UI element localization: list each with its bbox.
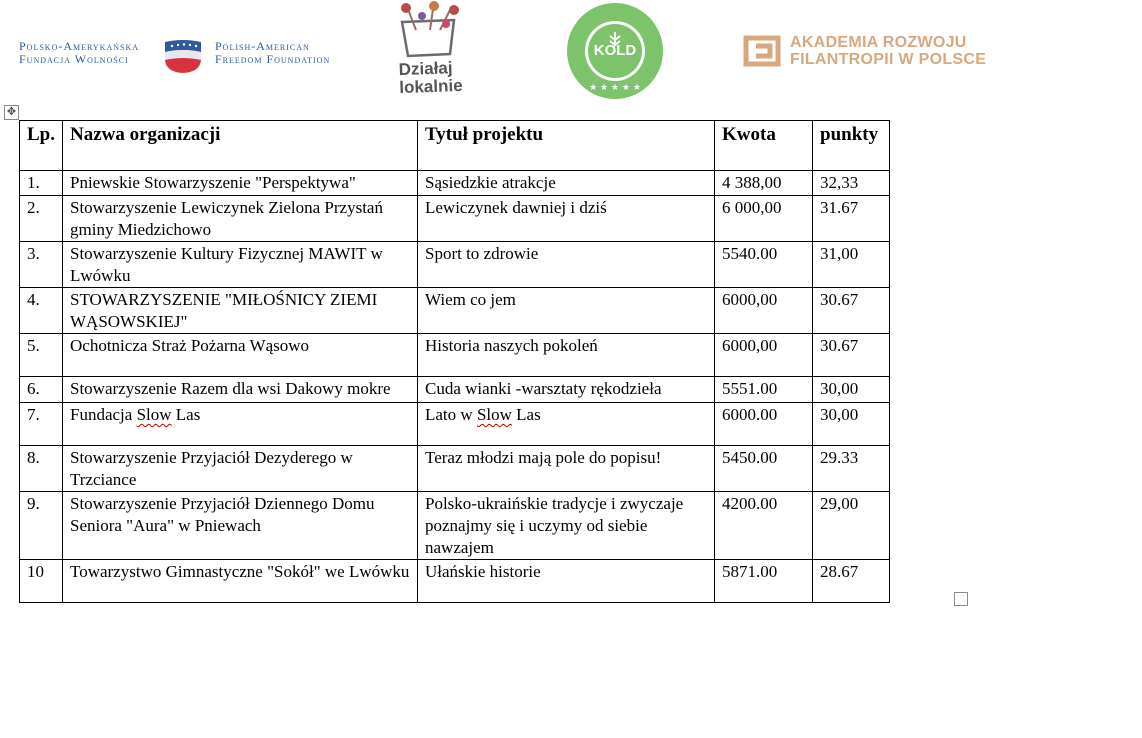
table-row: [20, 403, 890, 446]
cell-amount[interactable]: 6 000,00: [715, 196, 813, 242]
cell-amount[interactable]: 4200.00: [715, 492, 813, 560]
table-header-row: [20, 121, 890, 171]
table-row: [20, 288, 890, 334]
pafw-pl-line1: Polsko-Amerykańska: [19, 39, 140, 53]
cell-lp: 9.: [20, 492, 63, 560]
table-row: [20, 242, 890, 288]
title-prefix: Lato w: [425, 405, 477, 424]
move-cross-icon: ✥: [6, 105, 17, 118]
cell-amount[interactable]: 5551.00: [715, 377, 813, 403]
cell-organization[interactable]: Stowarzyszenie Razem dla wsi Dakowy mokre: [63, 377, 418, 403]
cell-project-title[interactable]: [418, 403, 715, 446]
pafw-pl-line2: Fundacja Wolności: [19, 52, 129, 66]
cell-project-title[interactable]: Cuda wianki -warsztaty rękodzieła: [418, 377, 715, 403]
cell-lp: 3.: [20, 242, 63, 288]
akademia-mark-icon: [742, 34, 782, 68]
cell-project-title[interactable]: Teraz młodzi mają pole do popisu!: [418, 446, 715, 492]
header-organization: Nazwa organizacji: [63, 121, 418, 171]
table-row: [20, 171, 890, 196]
dzialaj-line2: lokalnie: [398, 75, 463, 98]
cell-organization[interactable]: Pniewskie Stowarzyszenie "Perspektywa": [63, 171, 418, 196]
cell-project-title[interactable]: Polsko-ukraińskie tradycje i zwyczaje poznajmy się i uczymy od siebie nawzajem: [418, 492, 715, 560]
cell-organization[interactable]: Stowarzyszenie Kultury Fizycznej MAWIT w Lwówku: [63, 242, 418, 288]
kold-text: KOLD: [593, 42, 637, 59]
header-amount: Kwota: [715, 121, 813, 171]
cell-organization[interactable]: Stowarzyszenie Przyjaciół Dezyderego w Trzciance: [63, 446, 418, 492]
akademia-line1: AKADEMIA ROZWOJU: [790, 34, 967, 51]
table-row: [20, 334, 890, 377]
cell-amount[interactable]: 5450.00: [715, 446, 813, 492]
cell-amount[interactable]: 5540.00: [715, 242, 813, 288]
dzialaj-line1: Działaj: [398, 58, 453, 80]
cell-project-title[interactable]: Historia naszych pokoleń: [418, 334, 715, 377]
cell-points[interactable]: 29,00: [813, 492, 890, 560]
dzialaj-flowers-icon: [394, 0, 470, 60]
header-lp: Lp.: [20, 121, 63, 171]
title-suffix: Las: [511, 405, 541, 424]
akademia-text: [790, 34, 986, 68]
org-prefix: Fundacja: [70, 405, 137, 424]
table-move-handle[interactable]: [4, 105, 19, 120]
logo-strip: [0, 0, 1142, 108]
spellcheck-word: Slow: [476, 405, 512, 424]
table-row: [20, 196, 890, 242]
dzialaj-lokalnie-text: [398, 59, 463, 97]
pafw-en-line2: Freedom Foundation: [215, 52, 331, 66]
cell-points[interactable]: 31.67: [813, 196, 890, 242]
cell-organization[interactable]: Stowarzyszenie Lewiczynek Zielona Przystań gminy Miedzichowo: [63, 196, 418, 242]
cell-amount[interactable]: 6000.00: [715, 403, 813, 446]
table-row: [20, 492, 890, 560]
svg-text:★ ★ ★ ★ ★: ★ ★ ★ ★ ★: [589, 83, 641, 93]
cell-lp: 1.: [20, 171, 63, 196]
cell-project-title[interactable]: Sport to zdrowie: [418, 242, 715, 288]
cell-lp: 10: [20, 560, 63, 603]
cell-organization[interactable]: Towarzystwo Gimnastyczne "Sokół" we Lwówku: [63, 560, 418, 603]
cell-amount[interactable]: 5871.00: [715, 560, 813, 603]
spellcheck-word: Slow: [136, 405, 172, 424]
org-suffix: Las: [171, 405, 201, 424]
table-row: [20, 377, 890, 403]
cell-lp: 8.: [20, 446, 63, 492]
cell-lp: 2.: [20, 196, 63, 242]
cell-organization[interactable]: Ochotnicza Straż Pożarna Wąsowo: [63, 334, 418, 377]
cell-lp: 6.: [20, 377, 63, 403]
pafw-en-line1: Polish-American: [215, 39, 310, 53]
cell-project-title[interactable]: Lewiczynek dawniej i dziś: [418, 196, 715, 242]
cell-amount[interactable]: 4 388,00: [715, 171, 813, 196]
kold-logo: [566, 2, 664, 100]
pafw-name-pl: [19, 40, 139, 66]
cell-points[interactable]: 32,33: [813, 171, 890, 196]
cell-lp: 5.: [20, 334, 63, 377]
table-row: [20, 446, 890, 492]
pafw-name-en: [215, 40, 330, 66]
cell-lp: 4.: [20, 288, 63, 334]
cell-points[interactable]: 30.67: [813, 288, 890, 334]
akademia-logo: [742, 34, 992, 74]
akademia-line2: FILANTROPII W POLSCE: [790, 51, 987, 68]
cell-points[interactable]: 28.67: [813, 560, 890, 603]
cell-lp: 7.: [20, 403, 63, 446]
table-row: [20, 560, 890, 603]
cell-points[interactable]: 29.33: [813, 446, 890, 492]
cell-points[interactable]: 31,00: [813, 242, 890, 288]
cell-organization[interactable]: [63, 403, 418, 446]
cell-points[interactable]: 30.67: [813, 334, 890, 377]
pafw-flag-logo: [162, 38, 204, 74]
cell-points[interactable]: 30,00: [813, 377, 890, 403]
cell-points[interactable]: 30,00: [813, 403, 890, 446]
cell-organization[interactable]: Stowarzyszenie Przyjaciół Dziennego Domu Seniora "Aura" w Pniewach: [63, 492, 418, 560]
header-points: punkty: [813, 121, 890, 171]
cell-amount[interactable]: 6000,00: [715, 334, 813, 377]
cell-project-title[interactable]: Wiem co jem: [418, 288, 715, 334]
dzialaj-lokalnie-logo: [394, 0, 470, 104]
header-project-title: Tytuł projektu: [418, 121, 715, 171]
cell-amount[interactable]: 6000,00: [715, 288, 813, 334]
results-table: [19, 120, 890, 603]
cell-project-title[interactable]: Ułańskie historie: [418, 560, 715, 603]
table-resize-icon[interactable]: [954, 592, 968, 606]
cell-organization[interactable]: STOWARZYSZENIE "MIŁOŚNICY ZIEMI WĄSOWSKIEJ": [63, 288, 418, 334]
cell-project-title[interactable]: Sąsiedzkie atrakcje: [418, 171, 715, 196]
